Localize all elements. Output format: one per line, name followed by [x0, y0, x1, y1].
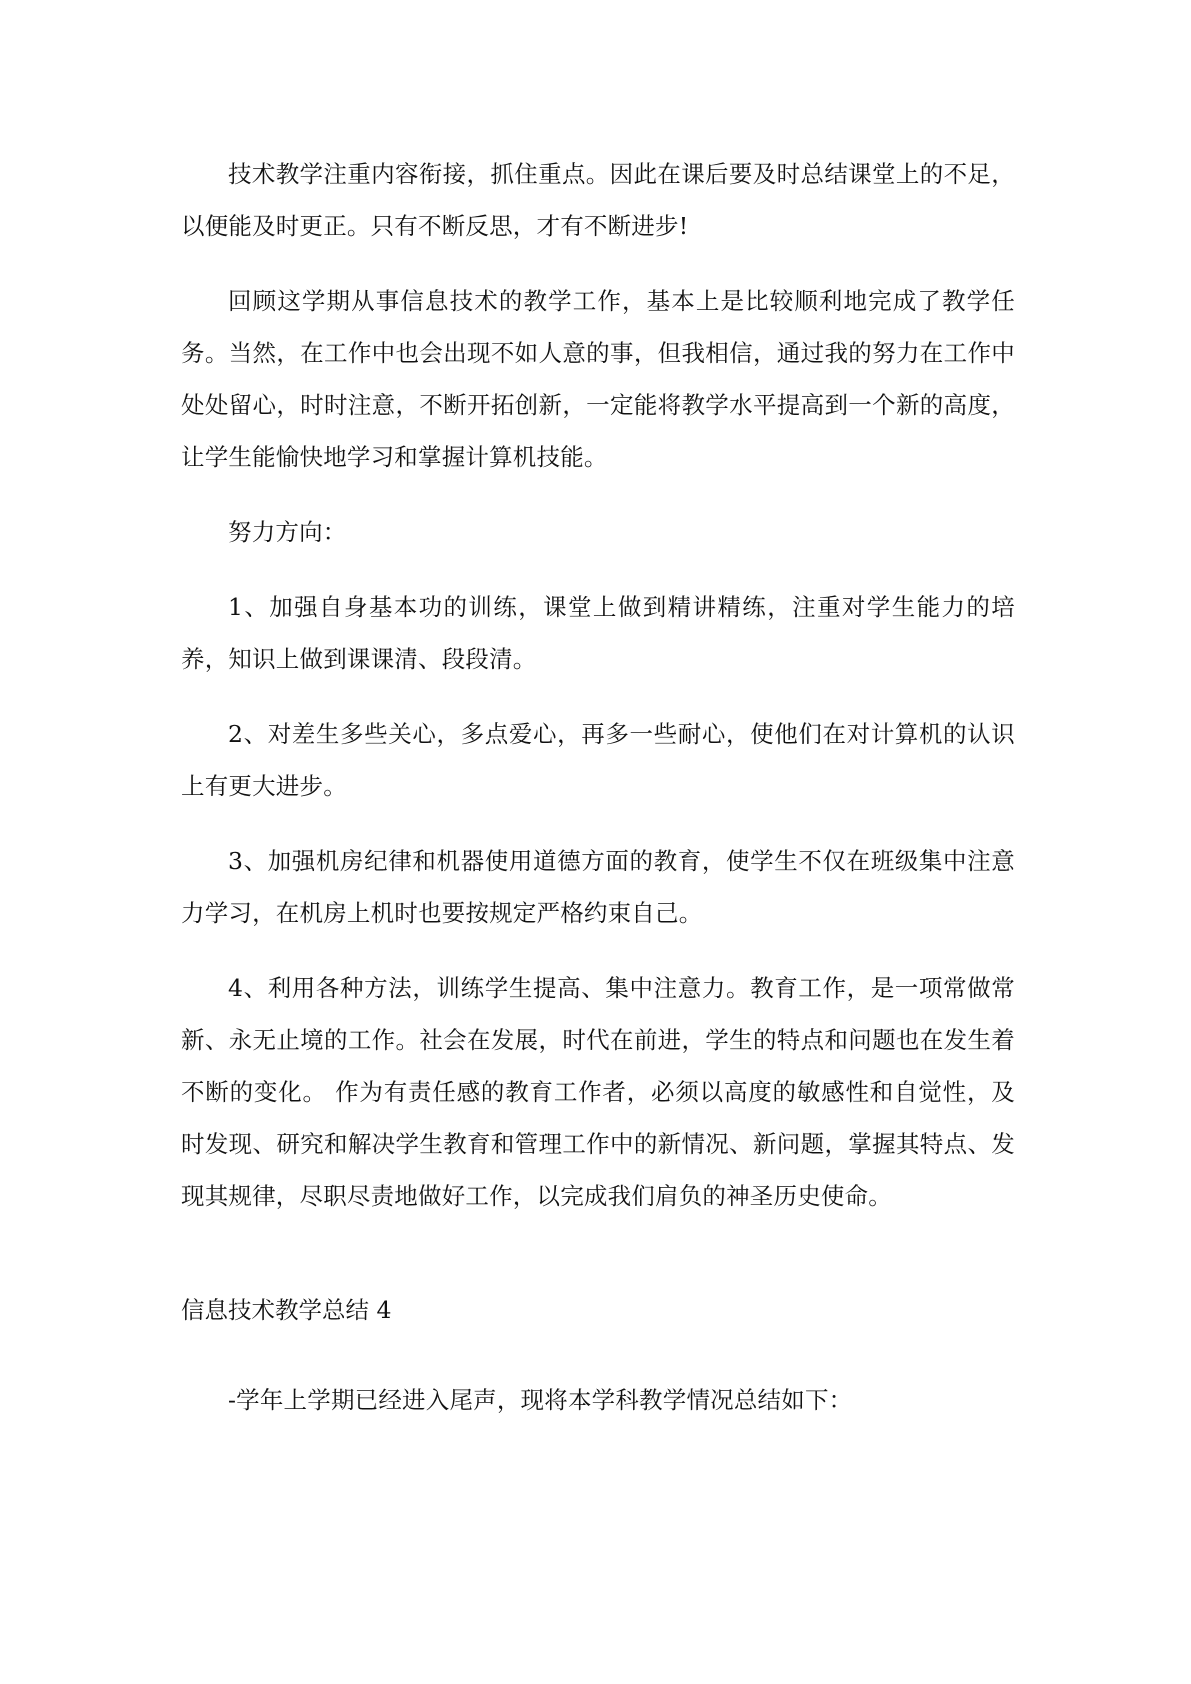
paragraph-direction-title: 努力方向：: [228, 518, 347, 546]
list-item-4: 4、利用各种方法，训练学生提高、集中注意力。教育工作，是一项常做常新、永无止境的工作。社会在发展，时代在前进，学生的特点和问题也在发生着不断的变化。 作为有责任感的教育工作者，必须以高度的敏感性和自觉性，及时发现、研究和解决学生教育和管理工作中的新情况、新问题，掌握其特点、发现其规律，尽职尽责地做好工作，以完成我们肩负的神圣历史使命。: [181, 974, 1015, 1210]
paragraph-intro: -学年上学期已经进入尾声，现将本学科教学情况总结如下：: [228, 1386, 853, 1414]
section-heading: 信息技术教学总结 4: [181, 1296, 392, 1324]
list-item-2: 2、对差生多些关心，多点爱心，再多一些耐心，使他们在对计算机的认识上有更大进步。: [181, 720, 1015, 800]
paragraph-review: 回顾这学期从事信息技术的教学工作，基本上是比较顺利地完成了教学任务。当然，在工作中也会出现不如人意的事，但我相信，通过我的努力在工作中处处留心，时时注意，不断开拓创新，一定能将教学水平提高到一个新的高度，让学生能愉快地学习和掌握计算机技能。: [181, 287, 1015, 471]
paragraph-reflection: 技术教学注重内容衔接，抓住重点。因此在课后要及时总结课堂上的不足，以便能及时更正。只有不断反思，才有不断进步!: [181, 160, 1015, 240]
document-body: [181, 148, 1015, 1426]
list-item-3: 3、加强机房纪律和机器使用道德方面的教育，使学生不仅在班级集中注意力学习，在机房上机时也要按规定严格约束自己。: [181, 847, 1015, 927]
list-item-1: 1、加强自身基本功的训练，课堂上做到精讲精练，注重对学生能力的培养，知识上做到课课清、段段清。: [181, 593, 1015, 673]
